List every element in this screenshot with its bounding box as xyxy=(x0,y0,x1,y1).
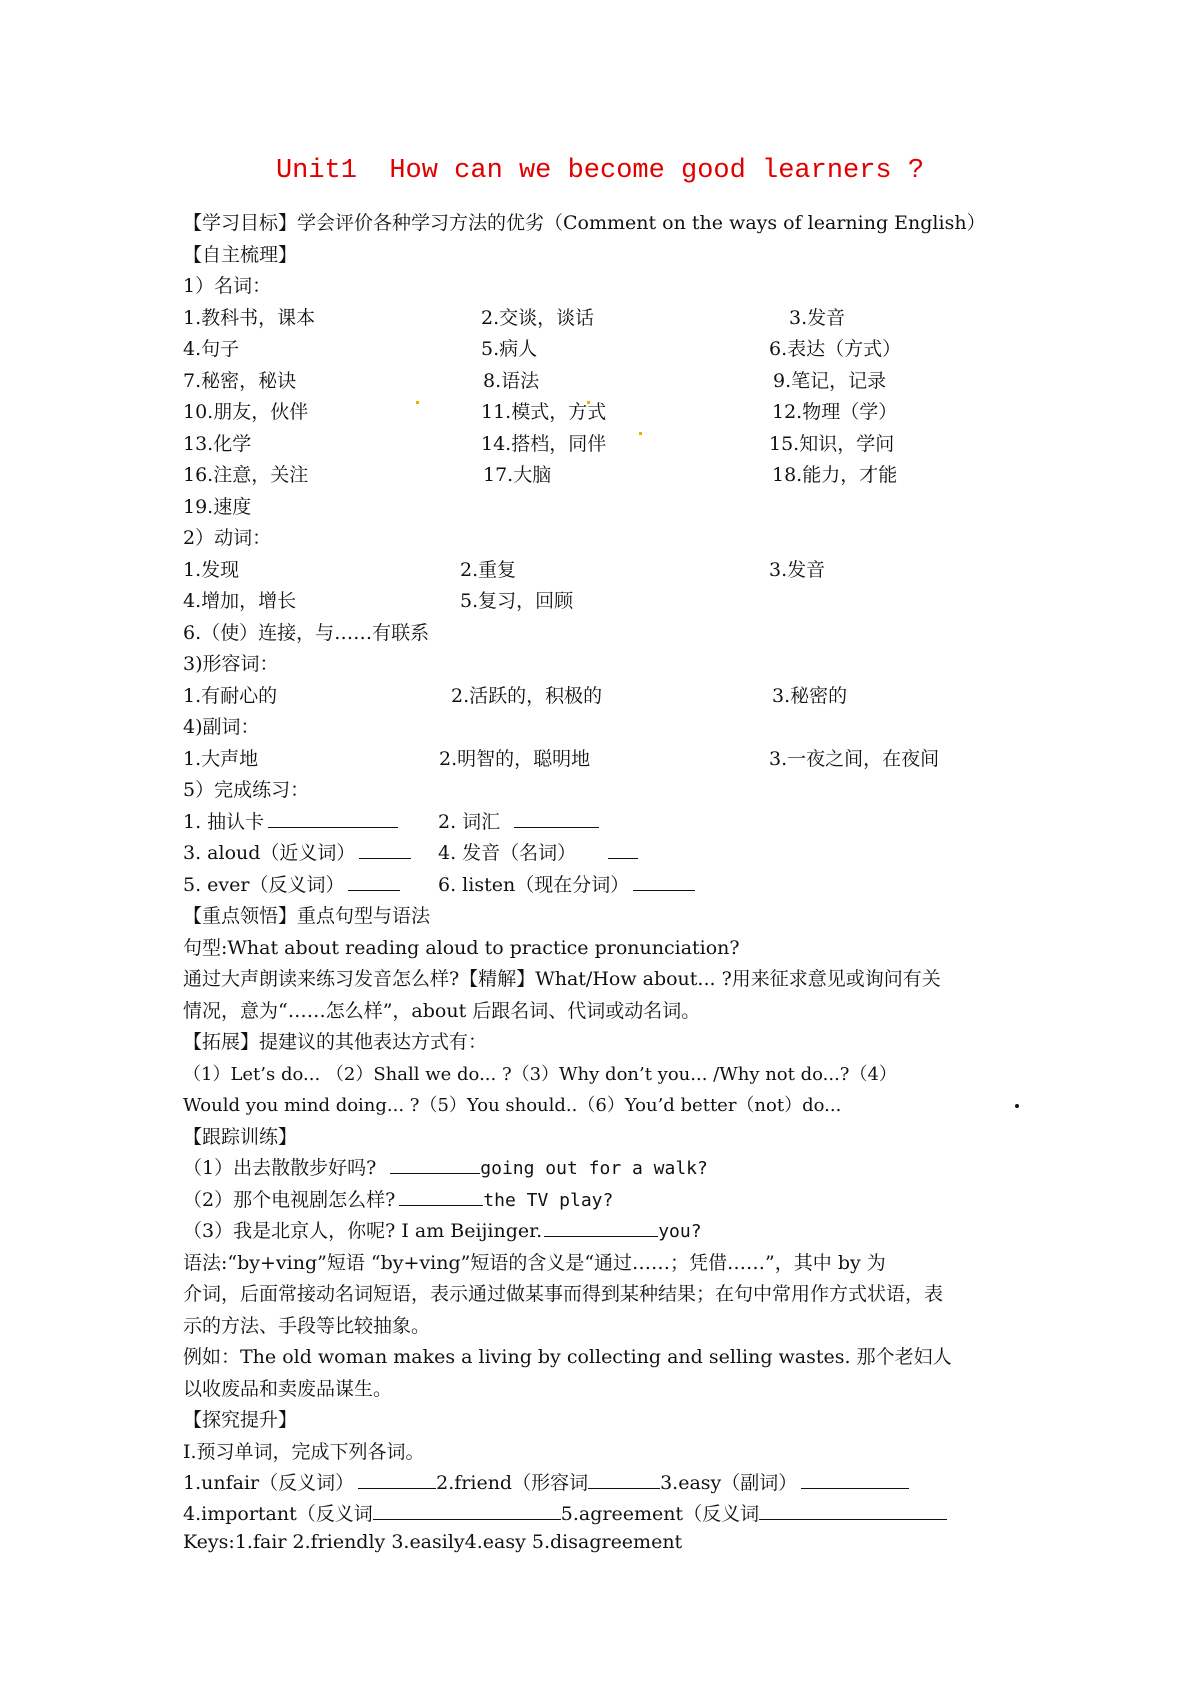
noun-item: 6.表达（方式） xyxy=(769,338,902,360)
noun-row xyxy=(183,429,1033,461)
objective-heading: 【学习目标】 xyxy=(183,212,298,234)
practice-item xyxy=(183,1185,1033,1217)
key-points-heading: 【重点领悟】 xyxy=(183,905,298,927)
exercise-item: 3. aloud（近义词） xyxy=(183,842,356,864)
answer-blank[interactable] xyxy=(359,840,411,859)
objective-text: 学会评价各种学习方法的优劣（Comment on the ways of learning English） xyxy=(297,212,986,234)
answer-blank[interactable] xyxy=(268,809,398,828)
explore-item: 4.important（反义词 xyxy=(183,1502,373,1525)
answer-blank[interactable] xyxy=(633,872,695,891)
noun-item: 8.语法 xyxy=(483,369,540,392)
explore-item: 2.friend（形容词 xyxy=(436,1472,589,1494)
exercise-heading xyxy=(183,775,1033,807)
bullet-dot-icon xyxy=(1015,1104,1019,1108)
extension-examples-text: Would you mind doing... ?（5）You should..（6）You’d better（not）do... xyxy=(183,1095,842,1116)
explore-item: 1.unfair（反义词） xyxy=(183,1472,355,1494)
noun-item: 18.能力，才能 xyxy=(772,464,898,486)
answer-blank[interactable] xyxy=(759,1501,947,1520)
practice-prompt: （1）出去散散步好吗? xyxy=(183,1157,377,1179)
verb-item: 2.重复 xyxy=(460,558,517,581)
explore-item: 3.easy（副词） xyxy=(660,1472,798,1494)
answer-blank[interactable] xyxy=(390,1155,480,1174)
verb-row xyxy=(183,555,1033,587)
adv-item: 1.大声地 xyxy=(183,747,259,770)
grammar-line: 介词，后面常接动名词短语，表示通过做某事而得到某种结果；在句中常用作方式状语，表 xyxy=(183,1283,944,1305)
explore-heading: 【探究提升】 xyxy=(183,1409,298,1431)
noun-row xyxy=(183,366,1033,398)
noun-item: 5.病人 xyxy=(481,338,538,360)
answer-blank[interactable] xyxy=(399,1187,483,1206)
adv-heading: 4)副词： xyxy=(183,716,260,738)
noun-item: 12.物理（学） xyxy=(772,401,898,423)
answer-blank[interactable] xyxy=(514,809,599,828)
noun-item: 15.知识，学问 xyxy=(769,432,895,455)
exercise-row xyxy=(183,807,1033,839)
practice-heading: 【跟踪训练】 xyxy=(183,1125,298,1148)
self-study-heading: 【自主梳理】 xyxy=(183,243,298,266)
grammar-line: 示的方法、手段等比较抽象。 xyxy=(183,1314,431,1337)
explore-row xyxy=(183,1468,1033,1500)
noun-row xyxy=(183,492,1033,524)
practice-suffix: going out for a walk? xyxy=(480,1158,708,1179)
key-points-subheading: 重点句型与语法 xyxy=(297,905,431,927)
key-points-line xyxy=(183,901,1033,933)
practice-suffix: the TV play? xyxy=(483,1189,614,1211)
extension-examples xyxy=(183,1090,1033,1122)
exercise-item: 4. 发音（名词） xyxy=(438,842,577,864)
noun-item: 10.朋友，伙伴 xyxy=(183,401,309,423)
extension-examples: （1）Let’s do... （2）Shall we do... ?（3）Why don’t you... /Why not do...?（4） xyxy=(183,1063,897,1085)
noun-row xyxy=(183,303,1033,335)
verb-item: 3.发音 xyxy=(769,558,826,581)
noun-item: 2.交谈，谈话 xyxy=(481,306,595,329)
noun-item: 19.速度 xyxy=(183,495,252,518)
explore-row xyxy=(183,1500,1033,1528)
practice-prompt: （2）那个电视剧怎么样? xyxy=(183,1188,396,1211)
grammar-line: 语法:“by+ving”短语 “by+ving”短语的含义是“通过……；凭借……”，其中 by 为 xyxy=(183,1251,886,1274)
explore-instruction: Ⅰ.预习单词，完成下列各词。 xyxy=(183,1440,425,1463)
noun-item: 4.句子 xyxy=(183,338,240,360)
answer-blank[interactable] xyxy=(544,1218,658,1237)
adj-item: 3.秘密的 xyxy=(772,684,848,707)
exercise-row xyxy=(183,870,1033,902)
exercise-item: 5. ever（反义词） xyxy=(183,873,345,896)
noun-item: 7.秘密，秘诀 xyxy=(183,369,297,392)
verb-item: 1.发现 xyxy=(183,558,240,581)
noun-item: 14.搭档，同伴 xyxy=(481,432,607,455)
extension-heading: 【拓展】 xyxy=(183,1031,260,1053)
exercise-item: 2. 词汇 xyxy=(438,810,501,833)
practice-item xyxy=(183,1216,1033,1248)
verb-item: 6.（使）连接，与……有联系 xyxy=(183,621,430,644)
nouns-heading: 1）名词： xyxy=(183,275,272,297)
example-line: 例如：The old woman makes a living by collecting and selling wastes. 那个老妇人 xyxy=(183,1346,952,1368)
practice-prompt: （3）我是北京人，你呢? I am Beijinger. xyxy=(183,1220,543,1242)
exercise-item: 6. listen（现在分词） xyxy=(438,873,630,896)
answer-keys: Keys:1.fair 2.friendly 3.easily4.easy 5.disagreement xyxy=(183,1530,683,1553)
adj-item: 2.活跃的，积极的 xyxy=(451,684,603,707)
adj-heading: 3)形容词： xyxy=(183,653,279,675)
adj-row xyxy=(183,681,1033,713)
example-line: 以收废品和卖废品谋生。 xyxy=(183,1377,393,1400)
sentence-pattern: 句型:What about reading aloud to practice pronunciation? xyxy=(183,936,740,959)
noun-item: 1.教科书，课本 xyxy=(183,306,316,329)
extension-line xyxy=(183,1027,1033,1059)
verbs-heading: 2）动词： xyxy=(183,527,272,549)
noun-item: 11.模式，方式 xyxy=(481,401,607,423)
practice-item xyxy=(183,1153,1033,1185)
explore-item: 5.agreement（反义词 xyxy=(560,1502,760,1525)
answer-blank[interactable] xyxy=(358,1470,436,1489)
verb-item: 4.增加，增长 xyxy=(183,590,297,612)
explanation-line: 通过大声朗读来练习发音怎么样?【精解】What/How about... ?用来征求意见或询问有关 xyxy=(183,968,941,990)
noun-item: 17.大脑 xyxy=(483,464,552,486)
noun-item: 16.注意，关注 xyxy=(183,464,309,486)
objective-line xyxy=(183,208,1033,240)
verb-item: 5.复习，回顾 xyxy=(460,590,574,612)
answer-blank[interactable] xyxy=(588,1470,660,1489)
noun-item: 9.笔记，记录 xyxy=(773,369,887,392)
noun-item: 13.化学 xyxy=(183,432,252,455)
practice-suffix: you? xyxy=(658,1221,702,1242)
noun-row xyxy=(183,397,1033,429)
answer-blank[interactable] xyxy=(608,840,638,859)
verb-row xyxy=(183,586,1033,618)
adj-item: 1.有耐心的 xyxy=(183,684,278,707)
exercise-row xyxy=(183,838,1033,870)
noun-row xyxy=(183,334,1033,366)
document-body xyxy=(183,208,1033,1556)
exercise-heading-text: 5）完成练习： xyxy=(183,779,310,801)
answer-blank[interactable] xyxy=(348,872,400,891)
verb-row xyxy=(183,618,1033,650)
extension-text: 提建议的其他表达方式有： xyxy=(259,1031,488,1053)
exercise-item: 1. 抽认卡 xyxy=(183,810,265,833)
page-title: Unit1 How can we become good learners ? xyxy=(275,156,925,186)
adv-item: 2.明智的，聪明地 xyxy=(439,747,591,770)
noun-item: 3.发音 xyxy=(789,306,846,329)
answer-blank[interactable] xyxy=(373,1501,561,1520)
noun-row xyxy=(183,460,1033,492)
answer-blank[interactable] xyxy=(801,1470,909,1489)
adv-row xyxy=(183,744,1033,776)
adv-item: 3.一夜之间，在夜间 xyxy=(769,747,940,770)
explanation-line: 情况，意为“……怎么样”，about 后跟名词、代词或动名词。 xyxy=(183,999,701,1022)
